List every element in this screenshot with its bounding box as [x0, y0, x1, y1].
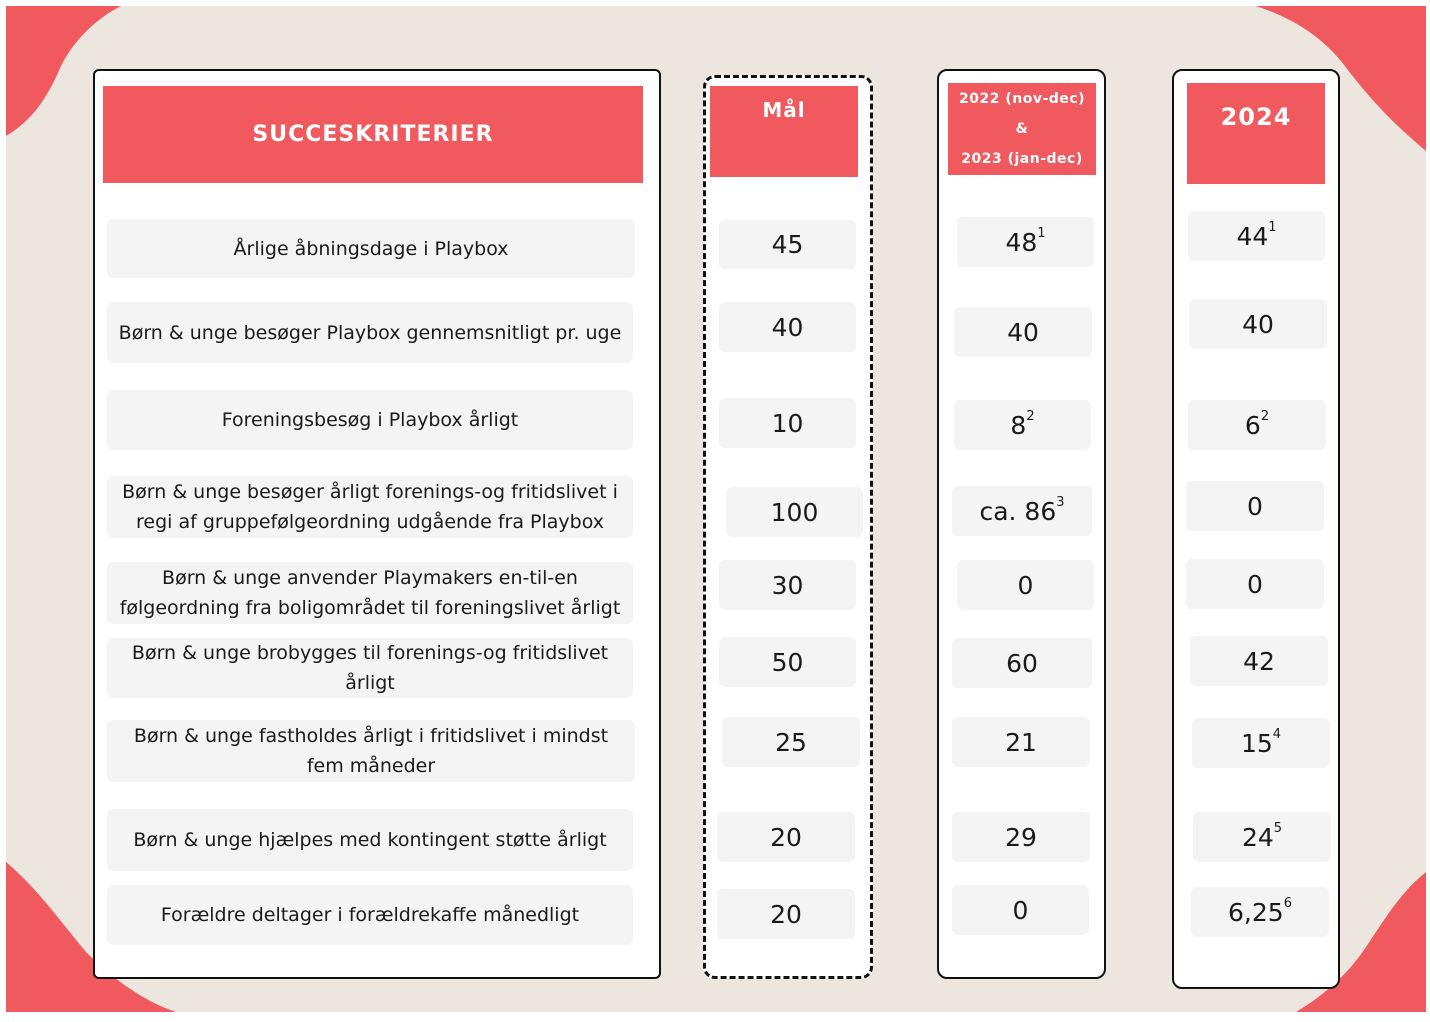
- criterion-text: Børn & unge fastholdes årligt i fritidslivet i mindst fem måneder: [133, 725, 609, 777]
- criterion-text: Børn & unge anvender Playmakers en-til-en følgeordning fra boligområdet til foreningslivet årligt: [119, 567, 621, 619]
- period-2024-header: [1187, 83, 1325, 184]
- period-b-value: 0: [1247, 569, 1263, 599]
- period-b-cell: [1189, 299, 1327, 349]
- period-b-value: 24: [1241, 822, 1274, 852]
- period-b-cell: [1190, 636, 1328, 686]
- period-b-value: 42: [1243, 646, 1275, 676]
- criterion-cell: [107, 885, 633, 945]
- criterion-cell: [107, 638, 633, 698]
- criterion-cell: [107, 809, 633, 871]
- period-b-cell: 6,25 $^6$: [1191, 887, 1329, 937]
- period-a-value: 21: [1005, 727, 1037, 757]
- period-a-cell: [952, 638, 1092, 688]
- goal-value: 50: [771, 647, 804, 677]
- criterion-text: Børn & unge hjælpes med kontingent støtte årligt: [133, 829, 607, 851]
- goal-cell: [722, 717, 860, 767]
- goal-cell: [726, 487, 863, 537]
- period-a-cell: [957, 560, 1094, 610]
- goal-header: [710, 86, 858, 177]
- goal-value: 10: [771, 408, 804, 438]
- criterion-cell: [107, 219, 635, 278]
- period-a-value: 0: [1012, 895, 1029, 925]
- period-a-cell: [952, 812, 1090, 862]
- period-a-cell: ca. 86 $^3$: [952, 486, 1092, 536]
- criterion-cell: [107, 390, 633, 450]
- goal-cell: [719, 637, 856, 687]
- period-b-value: 44: [1236, 221, 1269, 251]
- period-2024-header-label: 2024: [1220, 103, 1292, 131]
- goal-value: 30: [771, 570, 804, 600]
- goal-cell: [719, 560, 856, 610]
- period-a-value: 60: [1006, 648, 1038, 678]
- period-b-cell: [1186, 481, 1324, 531]
- period-a-value: 0: [1017, 570, 1034, 600]
- goal-cell: [719, 302, 856, 352]
- criterion-text: Årlige åbningsdage i Playbox: [233, 237, 509, 260]
- criterion-text: Foreningsbesøg i Playbox årligt: [221, 409, 519, 431]
- criteria-header-label: SUCCESKRITERIER: [252, 122, 494, 147]
- period-b-cell: 15 $^4$: [1192, 718, 1330, 768]
- criterion-text: Forældre deltager i forældrekaffe månedligt: [160, 904, 580, 926]
- period-a-value: 40: [1007, 317, 1039, 347]
- period-b-cell: 24 $^5$: [1193, 812, 1331, 862]
- period-b-value: 6: [1244, 410, 1261, 440]
- goal-value: 20: [770, 822, 802, 852]
- criteria-header: [103, 86, 643, 183]
- criterion-text: Børn & unge besøger Playbox gennemsnitligt pr. uge: [118, 321, 622, 344]
- period-a-line-2: &: [1015, 121, 1029, 137]
- period-a-cell: [952, 717, 1090, 767]
- criterion-cell: [107, 720, 635, 782]
- period-b-value: 15: [1240, 728, 1273, 758]
- period-a-line-3: 2023 (jan-dec): [961, 151, 1083, 167]
- period-a-cell: 8 $^2$: [954, 400, 1091, 450]
- goal-cell: [717, 889, 855, 939]
- goal-cell: [719, 220, 856, 269]
- period-a-cell: 48 $^1$: [957, 217, 1094, 267]
- slide-canvas: [6, 6, 1426, 1012]
- period-b-value: 40: [1242, 309, 1274, 339]
- period-b-cell: 6 $^2$: [1188, 400, 1326, 450]
- period-a-line-1: 2022 (nov-dec): [959, 91, 1085, 107]
- goal-cell: [719, 398, 856, 448]
- goal-cell: [717, 812, 855, 862]
- criterion-cell: [107, 562, 633, 624]
- period-a-cell: [952, 885, 1089, 935]
- goal-value: 25: [775, 727, 807, 757]
- goal-header-label: Mål: [762, 98, 806, 122]
- period-a-value: ca. 86: [979, 496, 1057, 526]
- period-2022-2023-header: [948, 83, 1096, 175]
- goal-value: 20: [770, 899, 802, 929]
- period-a-cell: [954, 307, 1092, 357]
- goal-value: 45: [771, 230, 804, 259]
- goal-value: 40: [771, 312, 804, 342]
- criterion-cell: [107, 476, 633, 538]
- period-b-cell: 44 $^1$: [1188, 211, 1325, 261]
- period-a-value: 48: [1005, 227, 1038, 257]
- period-a-value: 8: [1010, 410, 1027, 440]
- criterion-text: Børn & unge besøger årligt forenings-og fritidslivet i regi af gruppefølgeordning udgående fra Playbox: [122, 481, 618, 533]
- criterion-text: Børn & unge brobygges til forenings-og fritidslivet årligt: [131, 642, 609, 694]
- period-a-value: 29: [1005, 822, 1037, 852]
- criterion-cell: [107, 302, 633, 363]
- goal-value: 100: [770, 497, 819, 527]
- period-b-value: 6,25: [1228, 897, 1284, 927]
- period-b-cell: [1186, 559, 1324, 609]
- period-b-value: 0: [1247, 491, 1263, 521]
